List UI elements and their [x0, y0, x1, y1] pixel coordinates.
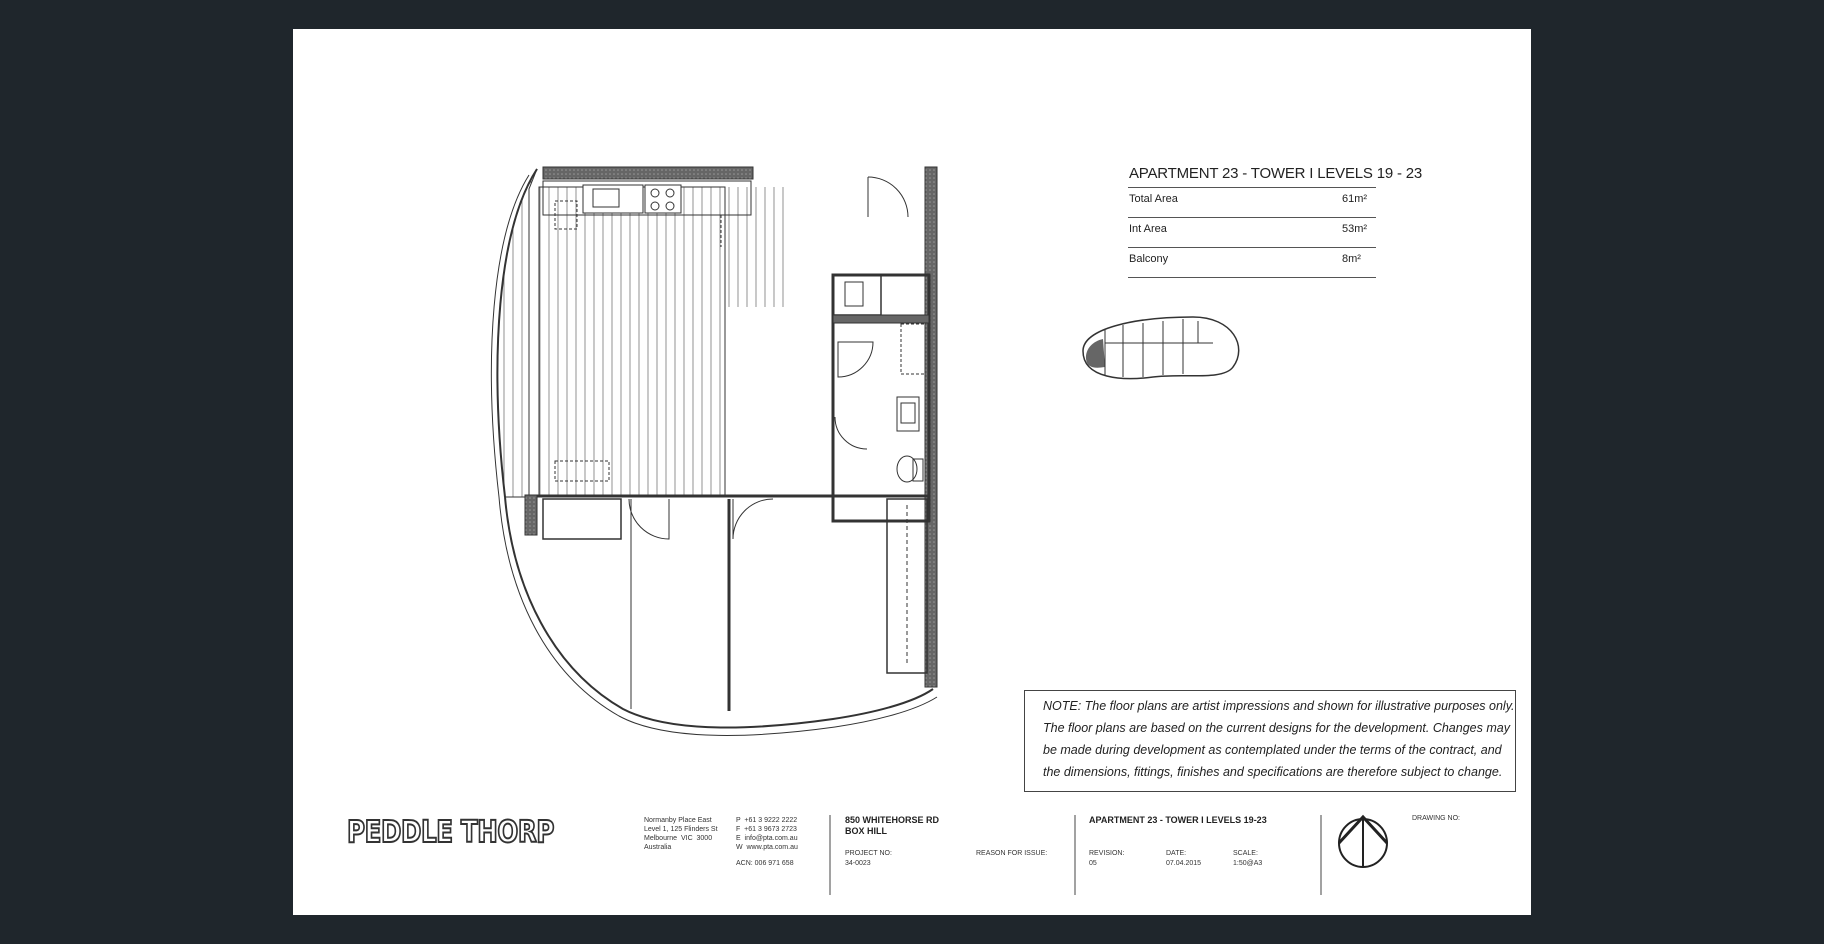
project-no: 34-0023	[845, 860, 871, 867]
floor-plan-sheet	[293, 29, 1531, 915]
revision-value: 05	[1089, 860, 1097, 867]
balcony-area	[491, 169, 537, 497]
area-schedule-table	[1128, 187, 1376, 278]
scale-value: 1:50@A3	[1233, 860, 1263, 867]
drawing-no-label: DRAWING NO:	[1412, 815, 1460, 822]
reason-for-issue-label: REASON FOR ISSUE:	[976, 850, 1048, 857]
area-row	[1128, 187, 1376, 217]
office-address: Normanby Place East Level 1, 125 Flinders St Melbourne VIC 3000 Australia	[644, 817, 718, 851]
scale-label: SCALE:	[1233, 850, 1258, 857]
area-value: 8m²	[1342, 253, 1361, 265]
north-arrow	[1339, 817, 1387, 867]
area-value: 53m²	[1342, 223, 1368, 235]
bedroom-curved-wall	[499, 497, 937, 735]
drawing-title: APARTMENT 23 - TOWER I LEVELS 19-23	[1089, 815, 1267, 825]
area-value: 61m²	[1342, 193, 1368, 205]
area-label: Balcony	[1129, 253, 1169, 265]
company-logo: PEDDLE THORP	[347, 815, 555, 850]
revision-label: REVISION:	[1089, 850, 1125, 857]
acn-number: ACN: 006 971 658	[736, 860, 794, 867]
bathroom-block	[833, 275, 929, 521]
area-label: Total Area	[1129, 193, 1178, 205]
key-plan	[1083, 317, 1239, 379]
disclaimer-note: NOTE: The floor plans are artist impressions and shown for illustrative purposes only. The floor plans are based on the current designs for the development. Changes may be made during development as contemplated under the terms of the contract, and the dimensions, fittings, finishes and specifications are therefore subject to change.	[1024, 690, 1516, 792]
date-value: 07.04.2015	[1166, 860, 1202, 867]
office-contact: P +61 3 9222 2222 F +61 3 9673 2723 E info@pta.com.au W www.pta.com.au	[736, 817, 798, 851]
date-label: DATE:	[1166, 850, 1187, 857]
living-room-floor	[539, 187, 725, 497]
area-row	[1128, 217, 1376, 247]
top-wall	[543, 167, 753, 179]
project-address: 850 WHITEHORSE RD BOX HILL	[845, 815, 940, 836]
project-no-label: PROJECT NO:	[845, 850, 892, 857]
area-schedule-title: APARTMENT 23 - TOWER I LEVELS 19 - 23	[1129, 165, 1422, 182]
area-label: Int Area	[1129, 223, 1167, 235]
area-row	[1128, 247, 1376, 278]
